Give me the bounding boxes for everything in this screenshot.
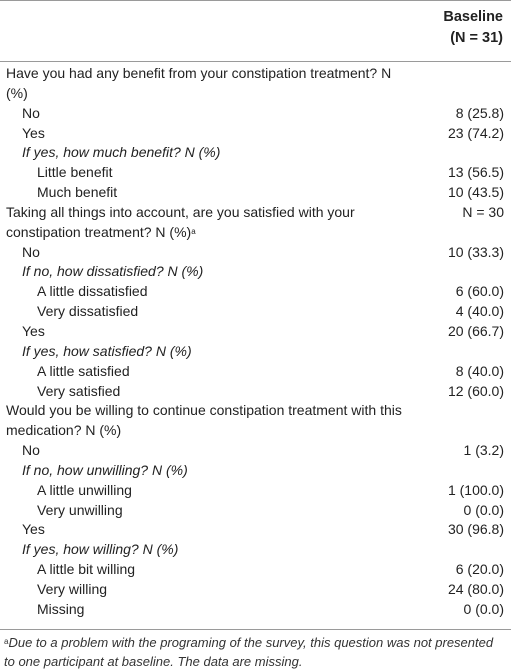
row-value: 24 (80.0) — [447, 580, 504, 597]
table-row — [0, 243, 511, 263]
table-row — [0, 501, 511, 521]
table-row — [0, 143, 511, 163]
row-label — [22, 520, 45, 540]
row-label-text: A little bit willing — [37, 561, 136, 578]
row-label-text: If yes, how much benefit? N (%) — [22, 144, 221, 161]
table-row — [0, 580, 511, 600]
row-label-text: Yes — [22, 521, 45, 538]
table-row — [0, 600, 511, 620]
row-label — [6, 203, 406, 243]
row-label — [37, 580, 107, 600]
table-row — [0, 540, 511, 560]
table-row — [0, 520, 511, 540]
row-value: 1 (3.2) — [463, 442, 504, 459]
row-value: 13 (56.5) — [447, 164, 504, 181]
table-top-rule — [0, 0, 511, 1]
table-row — [0, 104, 511, 124]
table-row — [0, 560, 511, 580]
row-label-text: No — [22, 104, 40, 121]
row-label — [22, 243, 40, 263]
table-row — [0, 461, 511, 481]
row-label — [22, 441, 40, 461]
footnote-marker: a — [4, 637, 9, 646]
table-row — [0, 382, 511, 402]
row-label — [6, 64, 406, 104]
table-row — [0, 203, 511, 243]
row-label-text: Little benefit — [37, 164, 113, 181]
row-label-text: A little dissatisfied — [37, 283, 148, 300]
row-value: 20 (66.7) — [447, 322, 504, 339]
row-label — [37, 501, 123, 521]
row-label — [37, 302, 138, 322]
row-label — [37, 163, 113, 183]
row-label-text: No — [22, 243, 40, 260]
table-row — [0, 302, 511, 322]
row-label — [37, 560, 135, 580]
row-label — [37, 382, 120, 402]
table-row — [0, 441, 511, 461]
table-row — [0, 282, 511, 302]
row-value: 1 (100.0) — [447, 481, 504, 498]
row-value: 8 (25.8) — [455, 104, 504, 121]
row-label-text: Very willing — [37, 580, 108, 597]
table-body — [0, 64, 511, 620]
column-header-baseline — [393, 7, 503, 49]
footnote-ref: a — [191, 226, 196, 236]
table-row — [0, 64, 511, 104]
row-label — [37, 600, 84, 620]
row-label-text: Very unwilling — [37, 501, 123, 518]
row-value: 0 (0.0) — [463, 501, 504, 518]
table-row — [0, 183, 511, 203]
row-value: 12 (60.0) — [447, 382, 504, 399]
table-bottom-rule — [0, 629, 511, 630]
row-label-text: If no, how unwilling? N (%) — [22, 461, 188, 478]
row-value: 23 (74.2) — [447, 124, 504, 141]
table-row — [0, 401, 511, 441]
row-label — [22, 124, 45, 144]
row-label — [37, 481, 132, 501]
table-header-rule — [0, 61, 511, 62]
table-row — [0, 362, 511, 382]
row-value: 10 (33.3) — [447, 243, 504, 260]
row-label-text: Very satisfied — [37, 382, 121, 399]
table-row — [0, 262, 511, 282]
row-label-text: Missing — [37, 600, 85, 617]
row-label-text: Have you had any benefit from your constipation treatment? N (%) — [6, 65, 392, 101]
row-label-text: Yes — [22, 322, 45, 339]
row-label — [22, 262, 203, 282]
column-header-n: (N = 31) — [450, 30, 503, 46]
row-label-text: A little satisfied — [37, 362, 130, 379]
row-value: N = 30 — [462, 203, 504, 220]
row-value: 4 (40.0) — [455, 303, 504, 320]
row-label — [22, 104, 40, 124]
row-value: 8 (40.0) — [455, 362, 504, 379]
row-label-text: Much benefit — [37, 184, 118, 201]
row-label-text: Would you be willing to continue constipation treatment with this medication? N (%) — [6, 402, 402, 439]
row-value: 10 (43.5) — [447, 184, 504, 201]
row-label — [37, 183, 117, 203]
column-header-title: Baseline — [443, 9, 503, 25]
row-label-text: If yes, how willing? N (%) — [22, 541, 179, 558]
row-label — [6, 401, 406, 441]
row-label — [22, 342, 192, 362]
table-row — [0, 163, 511, 183]
footnote-text: Due to a problem with the programing of the survey, this question was not presented to one participant at baseline. The data are missing. — [4, 635, 494, 669]
row-label-text: Taking all things into account, are you satisfied with your constipation treatment? N (%) — [6, 203, 355, 240]
row-label — [22, 322, 45, 342]
row-label-text: Very dissatisfied — [37, 303, 139, 320]
row-label — [37, 282, 148, 302]
table-row — [0, 481, 511, 501]
row-label — [22, 143, 220, 163]
row-label — [22, 461, 188, 481]
row-label-text: If yes, how satisfied? N (%) — [22, 342, 192, 359]
table-footnote — [4, 633, 506, 671]
row-label — [37, 362, 130, 382]
row-value: 6 (60.0) — [455, 283, 504, 300]
row-value: 0 (0.0) — [463, 600, 504, 617]
row-label-text: Yes — [22, 124, 45, 141]
row-label-text: If no, how dissatisfied? N (%) — [22, 263, 204, 280]
row-label — [22, 540, 178, 560]
table-row — [0, 342, 511, 362]
table-row — [0, 124, 511, 144]
row-value: 30 (96.8) — [447, 521, 504, 538]
table-row — [0, 322, 511, 342]
row-label-text: No — [22, 442, 40, 459]
row-label-text: A little unwilling — [37, 481, 132, 498]
row-value: 6 (20.0) — [455, 561, 504, 578]
